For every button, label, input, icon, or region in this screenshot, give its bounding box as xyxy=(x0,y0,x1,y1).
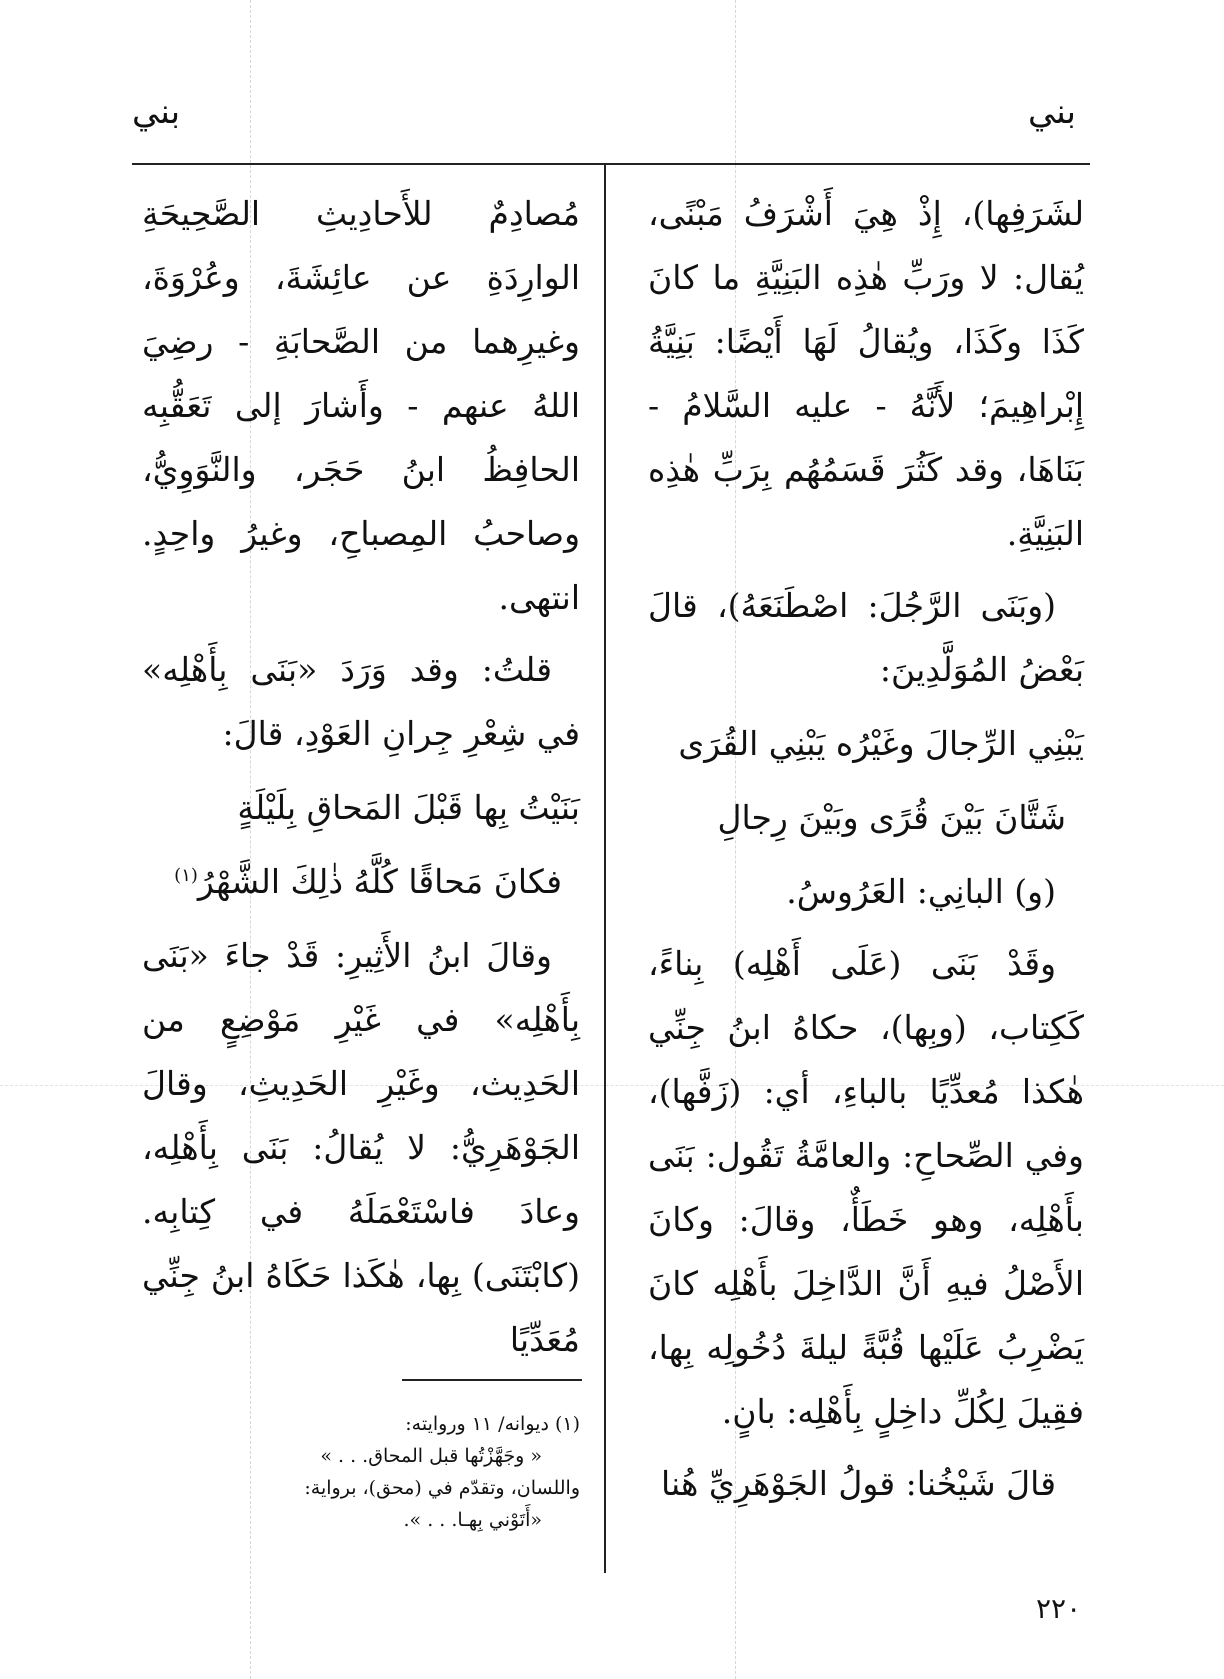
paragraph: (و) البانِي: العَرُوسُ. xyxy=(786,872,1056,911)
paragraph: قلتُ: وقد وَرَدَ «بَنَى بِأَهْلِه» في شِعْرِ جِرانِ العَوْدِ، قالَ: xyxy=(142,650,580,753)
page-number: ٢٢٠ xyxy=(1036,1592,1082,1625)
running-header-left: بني xyxy=(132,92,181,132)
header-rule xyxy=(132,163,1090,165)
paragraph: لشَرَفِها)، إِذْ هِيَ أَشْرَفُ مَبْنًى، يُقال: لا ورَبِّ هٰذِه البَنِيَّةِ ما كانَ كَذَا وكَذَا، ويُقالُ لَهَا أَيْضًا: بَنِيَّةُ إِبْراهِيمَ؛ لأَنَّهُ - عليه السَّلامُ - بَنَاهَا، وقد كَثُرَ قَسَمُهُم بِرَبِّ هٰذِه البَنِيَّةِ. xyxy=(648,194,1084,553)
footnote-line: واللسان، وتقدّم في (محق)، برواية: xyxy=(304,1477,580,1499)
footnote-marker: (١) xyxy=(174,865,198,886)
right-column xyxy=(648,182,1084,1524)
running-header-right: بني xyxy=(1027,92,1076,132)
footnotes xyxy=(140,1408,580,1536)
footnote-line: «أَتَوْني بِهـا. . . ». xyxy=(403,1509,542,1531)
column-divider xyxy=(604,163,606,1573)
verse-text: فكانَ مَحاقًا كُلَّهُ ذٰلِكَ الشَّهْرُ xyxy=(197,862,562,901)
left-column xyxy=(142,182,580,1380)
verse-line xyxy=(142,850,580,914)
verse-line: يَبْنِي الرِّجالَ وغَيْرُه يَبْنِي القُرَى xyxy=(678,724,1084,763)
verse-line: بَنَيْتُ بِها قَبْلَ المَحاقِ بِلَيْلَةٍ xyxy=(237,788,580,827)
paragraph: (وبَنَى الرَّجُلَ: اصْطَنَعَهُ)، قالَ بَعْضُ المُوَلَّدِينَ: xyxy=(648,586,1084,689)
verse-line: شَتَّانَ بَيْنَ قُرًى وبَيْنَ رِجالِ xyxy=(717,798,1066,837)
footnote-line: (١) ديوانه/ ١١ وروايته: xyxy=(405,1413,580,1435)
paragraph: مُصادِمٌ للأَحادِيثِ الصَّحِيحَةِ الوارِدَةِ عن عائِشَةَ، وعُرْوَةَ، وغيرِهما من الصَّحابَةِ - رضِيَ اللهُ عنهم - وأَشارَ إلى تَعَقُّبِه الحافِظُ ابنُ حَجَر، والنَّوَوِيُّ، وصاحبُ المِصباحِ، وغيرُ واحِدٍ. انتهى. xyxy=(142,194,580,617)
paragraph: وقَدْ بَنَى (عَلَى أَهْلِه) بِناءً، كَكِتاب، (وبِها)، حكاهُ ابنُ جِنِّي هٰكذا مُعدِّيًا بالباءِ، أي: (زَفَّها)، وفي الصِّحاحِ: والعامَّةُ تَقُول: بَنَى بأَهْلِه، وهو خَطَأٌ، وقالَ: وكانَ الأَصْلُ فيهِ أَنَّ الدَّاخِلَ بأَهْلِه كانَ يَضْرِبُ عَلَيْها قُبَّةً ليلةَ دُخُولِه بِها، فقِيلَ لِكُلِّ داخِلٍ بِأَهْلِه: بانٍ. xyxy=(648,944,1084,1431)
paragraph: وقالَ ابنُ الأَثِيرِ: قَدْ جاءَ «بَنَى بِأَهْلِه» في غَيْرِ مَوْضِعٍ من الحَدِيث، وغَيْرِ الحَدِيثِ، وقالَ الجَوْهَرِيُّ: لا يُقالُ: بَنَى بِأَهْلِه، وعادَ فاسْتَعْمَلَهُ في كِتابِه. (كابْتَنَى) بِها، هٰكَذا حَكَاهُ ابنُ جِنِّي مُعَدِّيًا xyxy=(142,936,580,1359)
footnote-line: « وجَهَّزْتُها قبل المحاق. . . » xyxy=(320,1445,542,1467)
paragraph: قالَ شَيْخُنا: قولُ الجَوْهَرِيِّ هُنا xyxy=(660,1464,1056,1503)
footnote-rule xyxy=(402,1379,582,1381)
